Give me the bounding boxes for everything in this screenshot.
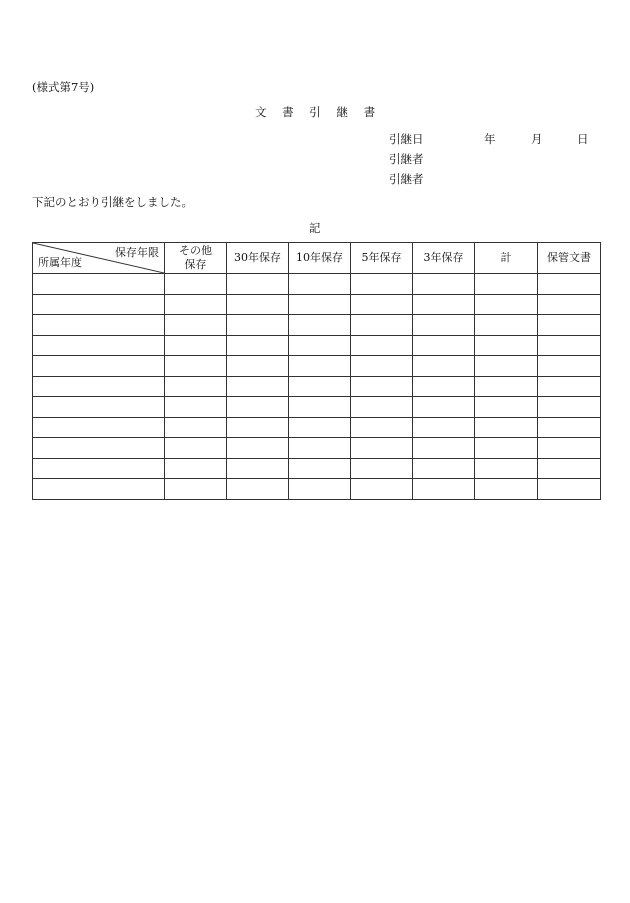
- table-cell[interactable]: [165, 397, 227, 418]
- table-row: [33, 397, 601, 418]
- table-cell[interactable]: [413, 376, 475, 397]
- corner-header-cell: [33, 243, 165, 274]
- table-cell[interactable]: [33, 479, 165, 500]
- table-cell[interactable]: [351, 479, 413, 500]
- table-row: [33, 274, 601, 295]
- table-cell[interactable]: [227, 274, 289, 295]
- other-line1: その他: [179, 244, 212, 257]
- document-title: [0, 107, 630, 119]
- table-cell[interactable]: [475, 438, 538, 459]
- table-header-row: [33, 243, 601, 274]
- table-row: [33, 417, 601, 438]
- table-cell[interactable]: [165, 294, 227, 315]
- table-cell[interactable]: [475, 458, 538, 479]
- table-cell[interactable]: [351, 315, 413, 336]
- table-cell[interactable]: [33, 438, 165, 459]
- table-cell[interactable]: [227, 356, 289, 377]
- table-cell[interactable]: [351, 397, 413, 418]
- table-cell[interactable]: [538, 479, 601, 500]
- table-cell[interactable]: [33, 417, 165, 438]
- table-cell[interactable]: [289, 315, 351, 336]
- column-header-10y: 10年保存: [289, 243, 351, 274]
- table-cell[interactable]: [165, 335, 227, 356]
- table-cell[interactable]: [413, 335, 475, 356]
- table-cell[interactable]: [413, 356, 475, 377]
- table-cell[interactable]: [351, 335, 413, 356]
- table-cell[interactable]: [289, 376, 351, 397]
- table-cell[interactable]: [165, 417, 227, 438]
- table-cell[interactable]: [165, 356, 227, 377]
- other-line2: 保存: [184, 258, 207, 271]
- table-cell[interactable]: [289, 438, 351, 459]
- table-cell[interactable]: [351, 356, 413, 377]
- table-cell[interactable]: [165, 376, 227, 397]
- table-cell[interactable]: [289, 274, 351, 295]
- table-row: [33, 294, 601, 315]
- table-cell[interactable]: [33, 274, 165, 295]
- table-cell[interactable]: [538, 397, 601, 418]
- table-cell[interactable]: [413, 479, 475, 500]
- table-cell[interactable]: [475, 417, 538, 438]
- retention-period-label: 保存年限: [115, 246, 159, 259]
- table-cell[interactable]: [33, 376, 165, 397]
- table-cell[interactable]: [538, 335, 601, 356]
- transferee-label: 引継者: [389, 172, 424, 186]
- table-cell[interactable]: [538, 315, 601, 336]
- table-cell[interactable]: [475, 479, 538, 500]
- title-char: 文: [254, 105, 267, 119]
- title-char: 継: [336, 105, 348, 119]
- table-cell[interactable]: [538, 458, 601, 479]
- table-cell[interactable]: [33, 458, 165, 479]
- table-cell[interactable]: [227, 376, 289, 397]
- table-row: [33, 479, 601, 500]
- table-cell[interactable]: [227, 294, 289, 315]
- intro-text: 下記のとおり引継をしました。: [32, 195, 193, 209]
- column-header-3y: 3年保存: [413, 243, 475, 274]
- table-cell[interactable]: [289, 294, 351, 315]
- table-cell[interactable]: [289, 397, 351, 418]
- table-cell[interactable]: [538, 376, 601, 397]
- ki-heading: 記: [309, 221, 321, 235]
- column-header-stored: 保管文書: [538, 243, 601, 274]
- table-cell[interactable]: [165, 438, 227, 459]
- day-label: 日: [577, 132, 589, 146]
- column-header-30y: 30年保存: [227, 243, 289, 274]
- table-cell[interactable]: [289, 458, 351, 479]
- table-cell[interactable]: [33, 335, 165, 356]
- table-cell[interactable]: [413, 294, 475, 315]
- table-cell[interactable]: [475, 315, 538, 336]
- table-cell[interactable]: [413, 458, 475, 479]
- table-cell[interactable]: [475, 356, 538, 377]
- transfer-date-label: 引継日: [389, 132, 424, 146]
- table-row: [33, 315, 601, 336]
- column-header-other: [165, 243, 227, 274]
- table-cell[interactable]: [413, 417, 475, 438]
- table-cell[interactable]: [165, 458, 227, 479]
- table-row: [33, 356, 601, 377]
- table-cell[interactable]: [351, 438, 413, 459]
- table-cell[interactable]: [475, 335, 538, 356]
- year-label: 年: [484, 132, 496, 146]
- table-cell[interactable]: [289, 356, 351, 377]
- table-cell[interactable]: [227, 479, 289, 500]
- title-char: 書: [363, 105, 376, 119]
- table-cell[interactable]: [413, 274, 475, 295]
- table-cell[interactable]: [538, 274, 601, 295]
- table-cell[interactable]: [227, 458, 289, 479]
- table-cell[interactable]: [351, 294, 413, 315]
- table-body: [33, 274, 601, 500]
- table-cell[interactable]: [475, 376, 538, 397]
- table-cell[interactable]: [413, 397, 475, 418]
- table-cell[interactable]: [538, 417, 601, 438]
- table-cell[interactable]: [33, 356, 165, 377]
- table-cell[interactable]: [165, 479, 227, 500]
- table-cell[interactable]: [351, 376, 413, 397]
- fiscal-year-label: 所属年度: [38, 256, 82, 269]
- table-cell[interactable]: [33, 397, 165, 418]
- table-cell[interactable]: [538, 356, 601, 377]
- table-cell[interactable]: [227, 438, 289, 459]
- table-cell[interactable]: [475, 274, 538, 295]
- table-row: [33, 376, 601, 397]
- table-cell[interactable]: [33, 294, 165, 315]
- table-cell[interactable]: [165, 315, 227, 336]
- table-row: [33, 335, 601, 356]
- table-cell[interactable]: [165, 274, 227, 295]
- transferor-label: 引継者: [389, 152, 424, 166]
- table-cell[interactable]: [227, 397, 289, 418]
- table-cell[interactable]: [289, 335, 351, 356]
- transfer-table: [32, 242, 601, 500]
- table-cell[interactable]: [289, 479, 351, 500]
- table-row: [33, 458, 601, 479]
- table-cell[interactable]: [227, 335, 289, 356]
- month-label: 月: [531, 132, 543, 146]
- table-cell[interactable]: [413, 315, 475, 336]
- table-cell[interactable]: [475, 397, 538, 418]
- column-header-total: 計: [475, 243, 538, 274]
- table-cell[interactable]: [413, 438, 475, 459]
- table-cell[interactable]: [289, 417, 351, 438]
- table-cell[interactable]: [351, 458, 413, 479]
- table-cell[interactable]: [538, 294, 601, 315]
- title-char: 引: [309, 105, 321, 119]
- column-header-5y: 5年保存: [351, 243, 413, 274]
- table-cell[interactable]: [538, 438, 601, 459]
- table-cell[interactable]: [475, 294, 538, 315]
- title-char: 書: [282, 105, 294, 119]
- table-cell[interactable]: [227, 315, 289, 336]
- table-cell[interactable]: [351, 274, 413, 295]
- table-cell[interactable]: [227, 417, 289, 438]
- table-cell[interactable]: [33, 315, 165, 336]
- table-row: [33, 438, 601, 459]
- table-cell[interactable]: [351, 417, 413, 438]
- form-number: (様式第7号): [32, 80, 95, 94]
